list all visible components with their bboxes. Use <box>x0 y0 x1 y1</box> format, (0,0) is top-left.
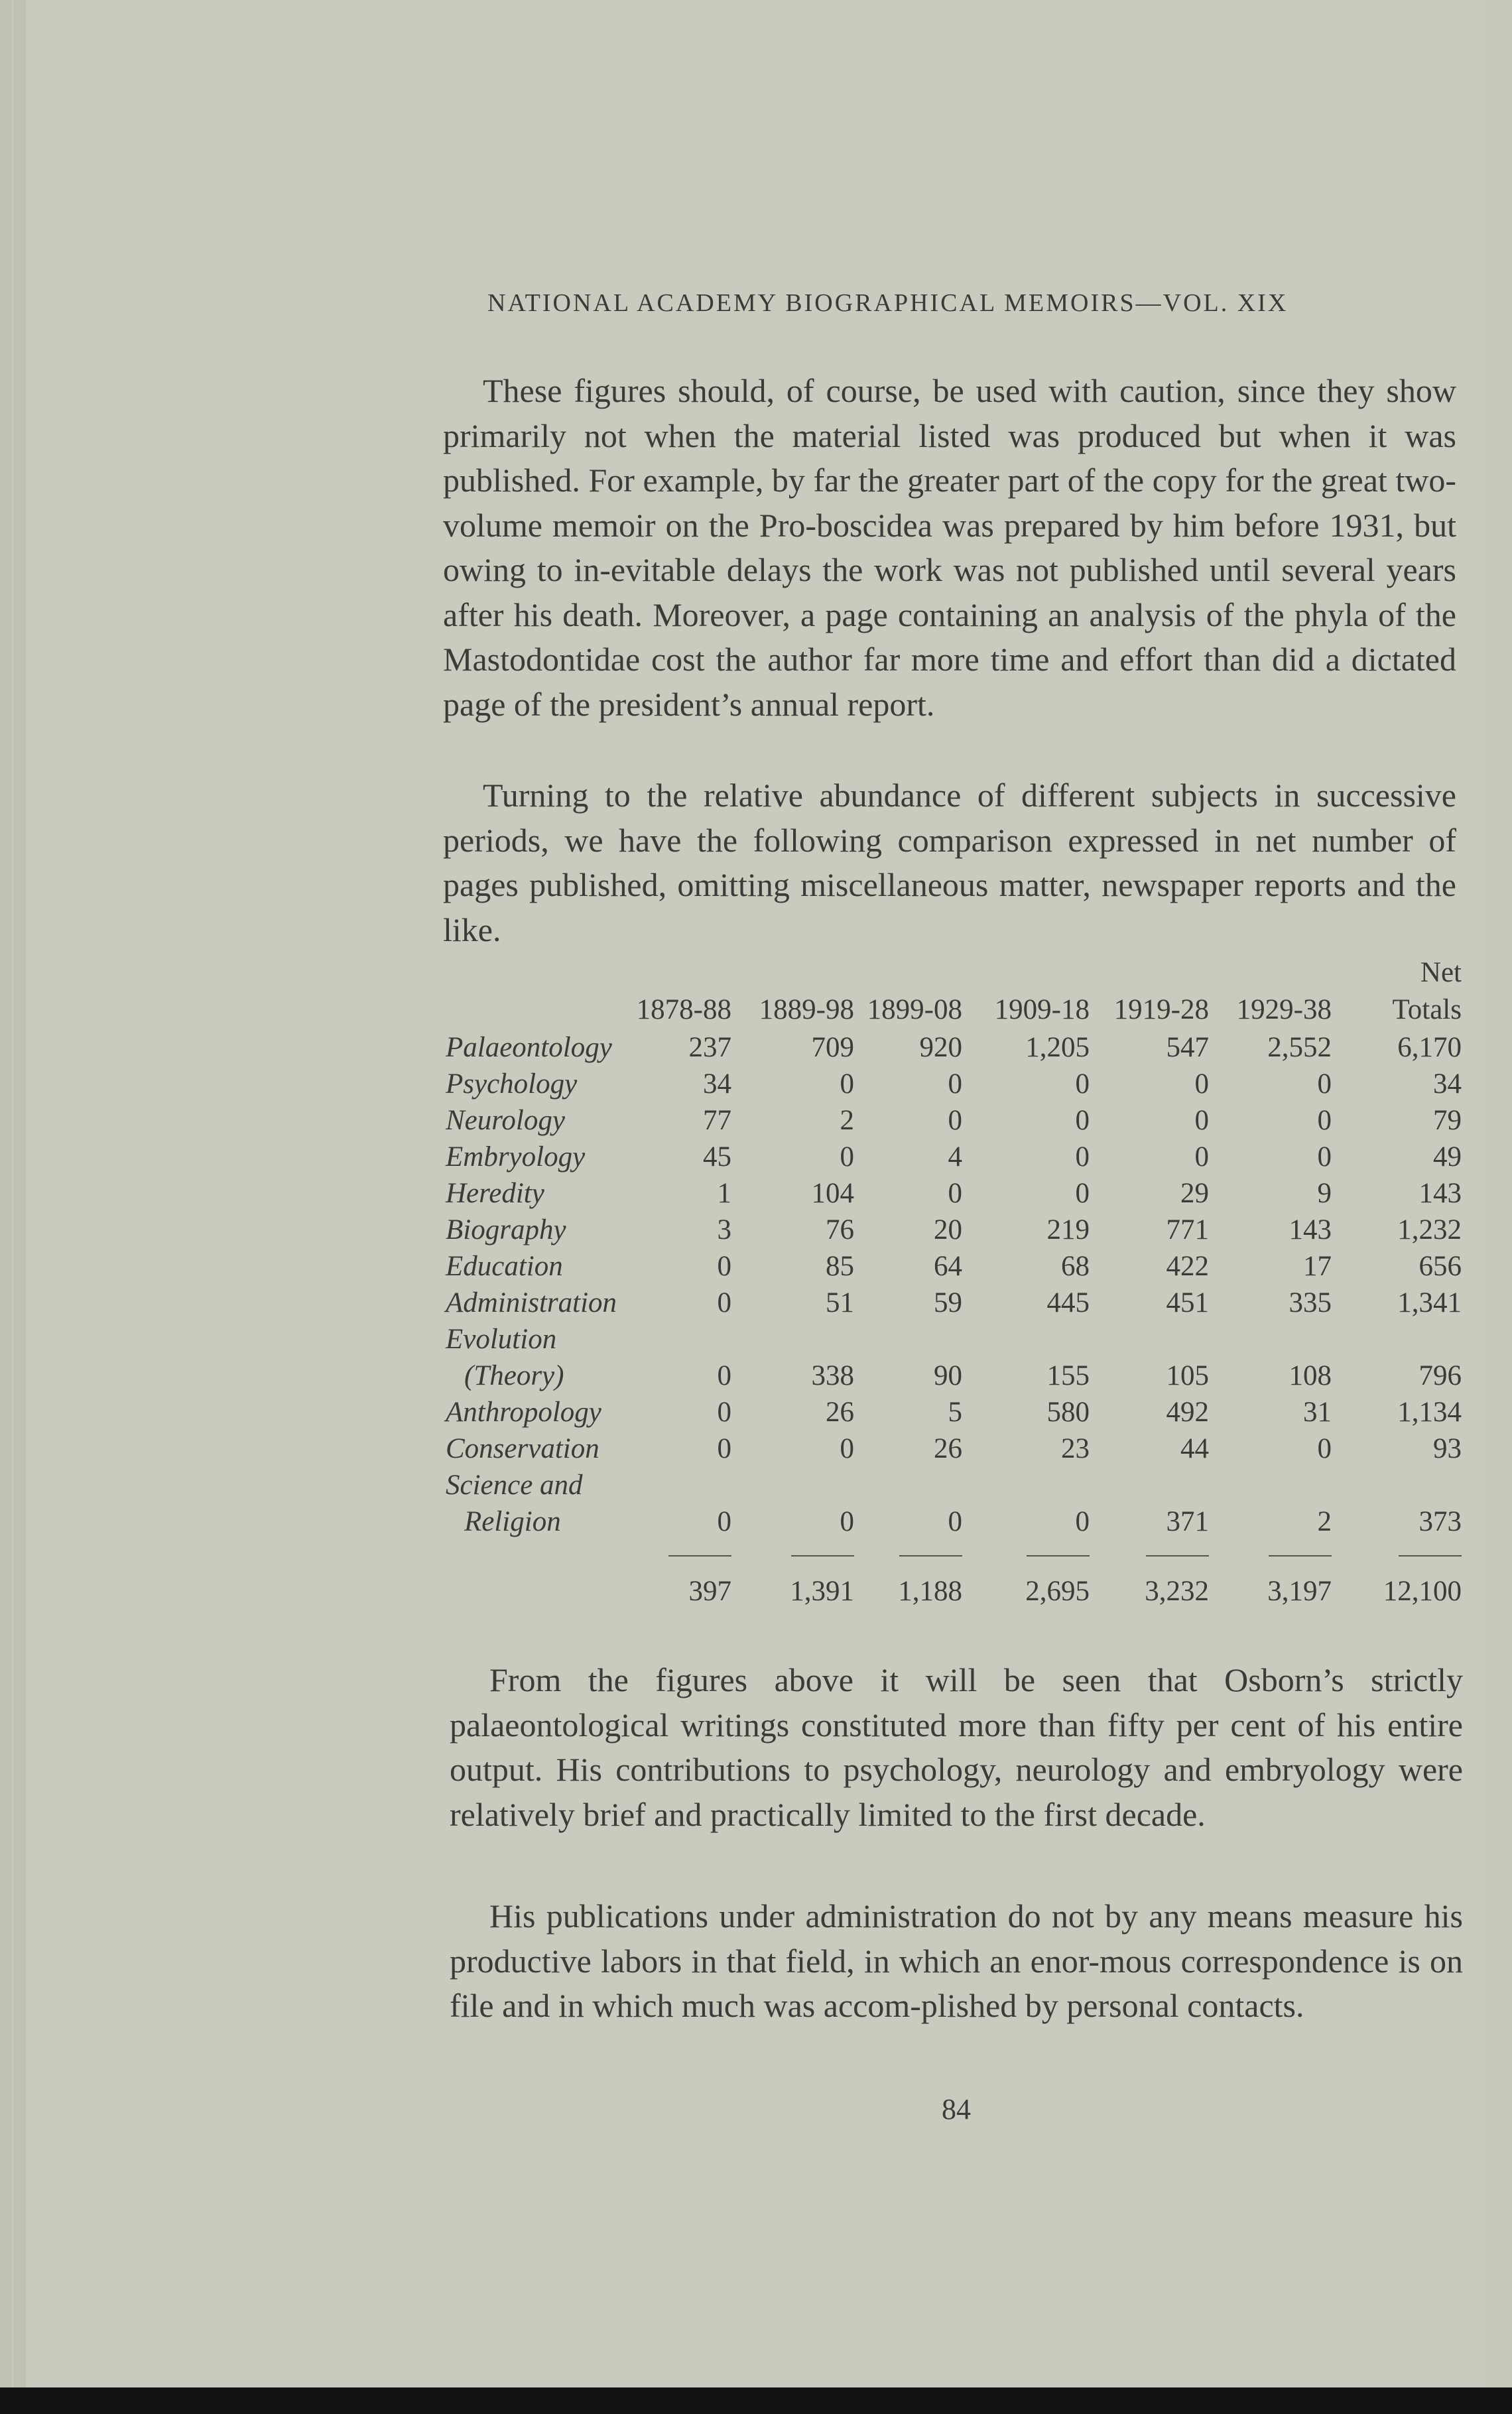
table-cell: 0 <box>1075 1068 1090 1100</box>
table-cell: 104 <box>811 1178 854 1209</box>
table-cell: 709 <box>811 1032 854 1063</box>
table-cell: 1,205 <box>1025 1032 1090 1063</box>
total-cell: 3,197 <box>1267 1576 1332 1607</box>
table-cell: 17 <box>1303 1251 1332 1282</box>
table-cell: 155 <box>1046 1360 1090 1391</box>
table-cell: 44 <box>1180 1433 1209 1464</box>
table-cell: 371 <box>1166 1506 1209 1537</box>
table-cell: 51 <box>826 1287 854 1318</box>
table-cell: 77 <box>703 1105 731 1136</box>
table-cell: 3 <box>717 1214 731 1245</box>
table-cell: 1,341 <box>1397 1287 1462 1318</box>
table-cell: 0 <box>1075 1105 1090 1136</box>
column-header: 1889-98 <box>759 994 854 1025</box>
table-cell: 105 <box>1166 1360 1209 1391</box>
table-cell: 93 <box>1433 1433 1462 1464</box>
table-cell: 0 <box>948 1068 962 1100</box>
table-cell: 4 <box>948 1141 962 1173</box>
table-cell: 0 <box>717 1287 731 1318</box>
table-cell: 0 <box>948 1506 962 1537</box>
table-cell: 29 <box>1180 1178 1209 1209</box>
paragraph-2: Turning to the relative abundance of different subjects in successive periods, we have the following comparison expressed in net number of pages published, omitting miscellaneous matter, newspaper reports and the like. <box>443 777 1456 948</box>
sum-rule <box>1269 1555 1332 1556</box>
paragraph-1: These figures should, of course, be used with caution, since they show primarily not when the material listed was produced but when it was published. For example, by far the greater part of the copy for the great two-volume memoir on the Pro-boscidea was prepared by him before 1931, but owing to in-evitable delays the work was not published until several years after his death. Moreover, a page containing an analysis of the phyla of the Mastodontidae cost the author far more time and effort than did a dictated page of the president’s annual report. <box>443 372 1456 723</box>
table-cell: 68 <box>1061 1251 1090 1282</box>
table-cell: 656 <box>1418 1251 1462 1282</box>
row-label: Psychology <box>446 1068 578 1100</box>
row-label: Biography <box>446 1214 566 1245</box>
table-cell: 5 <box>948 1397 962 1428</box>
column-header: 1899-08 <box>867 994 962 1025</box>
table-cell: 85 <box>826 1251 854 1282</box>
table-cell: 90 <box>934 1360 962 1391</box>
column-header: Totals <box>1392 994 1462 1025</box>
table-cell: 338 <box>811 1360 854 1391</box>
table-cell: 0 <box>948 1105 962 1136</box>
table-cell: 64 <box>934 1251 962 1282</box>
table-cell: 31 <box>1303 1397 1332 1428</box>
table-cell: 0 <box>1317 1105 1332 1136</box>
row-label: Embryology <box>446 1141 586 1173</box>
table-cell: 0 <box>717 1506 731 1537</box>
table-cell: 1,134 <box>1397 1397 1462 1428</box>
paragraph-4: His publications under administration do not by any means measure his productive labors in that field, in which an enor-mous correspondence is on file and in which much was accom-plished by personal contacts. <box>450 1897 1463 2024</box>
table-cell: 108 <box>1289 1360 1332 1391</box>
table-cell: 0 <box>840 1141 854 1173</box>
table-cell: 219 <box>1046 1214 1090 1245</box>
table-cell: 771 <box>1166 1214 1209 1245</box>
column-header: 1919-28 <box>1113 994 1209 1025</box>
table-cell: 0 <box>1317 1068 1332 1100</box>
running-head: NATIONAL ACADEMY BIOGRAPHICAL MEMOIRS—VOL. XIX <box>487 289 1289 317</box>
table-cell: 143 <box>1418 1178 1462 1209</box>
row-label: (Theory) <box>464 1360 564 1391</box>
table-cell: 1,232 <box>1397 1214 1462 1245</box>
row-label: Religion <box>464 1506 561 1537</box>
table-cell: 20 <box>934 1214 962 1245</box>
table-cell: 49 <box>1433 1141 1462 1173</box>
table-cell: 26 <box>826 1397 854 1428</box>
row-label: Science and <box>446 1470 583 1501</box>
table-cell: 492 <box>1166 1397 1209 1428</box>
table-cell: 34 <box>703 1068 731 1100</box>
sum-rule <box>899 1555 962 1556</box>
table-cell: 0 <box>717 1251 731 1282</box>
total-cell: 12,100 <box>1383 1576 1462 1607</box>
row-label: Administration <box>446 1287 617 1318</box>
row-label: Palaeontology <box>446 1032 612 1063</box>
table-cell: 0 <box>717 1397 731 1428</box>
table-cell: 0 <box>1194 1105 1209 1136</box>
table-cell: 34 <box>1433 1068 1462 1100</box>
row-label: Anthropology <box>446 1397 601 1428</box>
table-cell: 9 <box>1317 1178 1332 1209</box>
table-cell: 451 <box>1166 1287 1209 1318</box>
table-cell: 0 <box>1075 1178 1090 1209</box>
table-cell: 796 <box>1418 1360 1462 1391</box>
table-cell: 59 <box>934 1287 962 1318</box>
table-cell: 0 <box>1075 1141 1090 1173</box>
table-cell: 0 <box>840 1506 854 1537</box>
table-cell: 335 <box>1289 1287 1332 1318</box>
sum-rule <box>791 1555 854 1556</box>
net-header: Net <box>1420 957 1462 988</box>
sum-rule <box>1146 1555 1209 1556</box>
scan-bottom-border <box>0 2387 1512 2414</box>
table-cell: 0 <box>1317 1433 1332 1464</box>
table-cell: 373 <box>1418 1506 1462 1537</box>
table-cell: 0 <box>1194 1068 1209 1100</box>
table-cell: 79 <box>1433 1105 1462 1136</box>
row-label: Evolution <box>446 1324 557 1355</box>
column-header: 1909-18 <box>994 994 1090 1025</box>
page-number: 84 <box>942 2093 971 2126</box>
table-cell: 0 <box>840 1068 854 1100</box>
table-cell: 2,552 <box>1267 1032 1332 1063</box>
table-cell: 0 <box>717 1360 731 1391</box>
table-cell: 2 <box>840 1105 854 1136</box>
table-cell: 0 <box>1194 1141 1209 1173</box>
sum-rule <box>668 1555 731 1556</box>
table-cell: 422 <box>1166 1251 1209 1282</box>
row-label: Education <box>446 1251 563 1282</box>
total-cell: 3,232 <box>1145 1576 1209 1607</box>
table-cell: 6,170 <box>1397 1032 1462 1063</box>
table-cell: 45 <box>703 1141 731 1173</box>
sum-rule <box>1399 1555 1462 1556</box>
paragraph-3: From the figures above it will be seen that Osborn’s strictly palaeontological writings constituted more than fifty per cent of his entire output. His contributions to psychology, neurology and embryology were relatively brief and practically limited to the first decade. <box>450 1661 1463 1833</box>
table-cell: 0 <box>1075 1506 1090 1537</box>
table-cell: 0 <box>840 1433 854 1464</box>
table-cell: 26 <box>934 1433 962 1464</box>
total-cell: 1,188 <box>898 1576 962 1607</box>
table-cell: 237 <box>688 1032 731 1063</box>
table-cell: 0 <box>717 1433 731 1464</box>
table-cell: 0 <box>948 1178 962 1209</box>
table-cell: 0 <box>1317 1141 1332 1173</box>
publication-table <box>443 948 1464 1645</box>
column-header: 1878-88 <box>636 994 731 1025</box>
total-cell: 2,695 <box>1025 1576 1090 1607</box>
table-cell: 580 <box>1046 1397 1090 1428</box>
table-cell: 76 <box>826 1214 854 1245</box>
table-cell: 445 <box>1046 1287 1090 1318</box>
table-cell: 2 <box>1317 1506 1332 1537</box>
table-cell: 920 <box>919 1032 962 1063</box>
row-label: Conservation <box>446 1433 599 1464</box>
row-label: Neurology <box>446 1105 565 1136</box>
table-cell: 1 <box>717 1178 731 1209</box>
table-cell: 547 <box>1166 1032 1209 1063</box>
sum-rule <box>1027 1555 1090 1556</box>
row-label: Heredity <box>446 1178 544 1209</box>
table-cell: 143 <box>1289 1214 1332 1245</box>
total-cell: 1,391 <box>790 1576 854 1607</box>
column-header: 1929-38 <box>1236 994 1332 1025</box>
table-cell: 23 <box>1061 1433 1090 1464</box>
total-cell: 397 <box>688 1576 731 1607</box>
